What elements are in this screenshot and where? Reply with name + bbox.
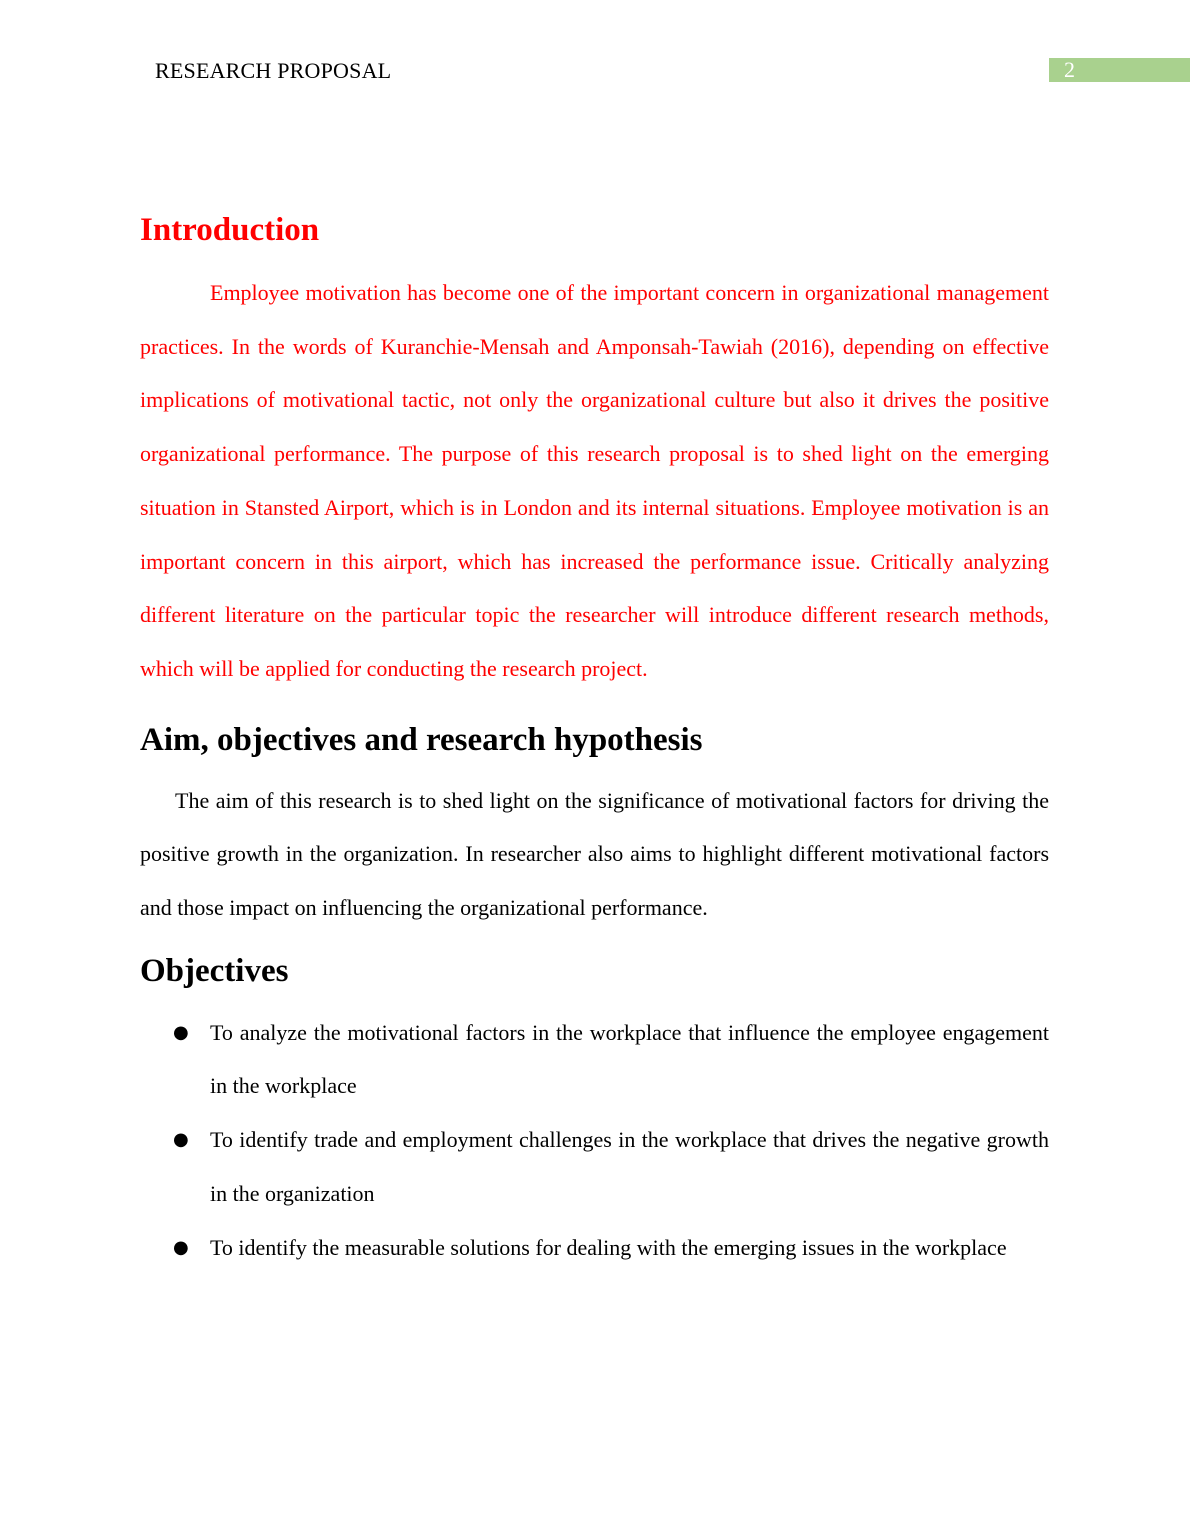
objective-text: To identify trade and employment challenges in the workplace that drives the negative growth in the organization (210, 1127, 1049, 1206)
objectives-heading: Objectives (140, 952, 289, 989)
objective-item (140, 1113, 1049, 1220)
objective-item (140, 1221, 1049, 1275)
running-header-title: RESEARCH PROPOSAL (155, 58, 392, 83)
page-number: 2 (1064, 57, 1075, 82)
objectives-list (140, 1006, 1049, 1275)
bullet-icon: ● (173, 1236, 189, 1258)
objective-text: To identify the measurable solutions for dealing with the emerging issues in the workplace (210, 1234, 1007, 1260)
objective-text: To analyze the motivational factors in the workplace that influence the employee engagement in the workplace (210, 1019, 1049, 1099)
bullet-icon: ● (173, 1129, 189, 1151)
bullet-icon: ● (173, 1021, 189, 1043)
aim-paragraph: The aim of this research is to shed light on the significance of motivational factors for driving the positive growth in the organization. In researcher also aims to highlight different motivational factors and those impact on influencing the organizational performance. (140, 787, 1049, 921)
document-body (140, 212, 1049, 1274)
page-number-badge (1049, 58, 1190, 82)
aim-heading: Aim, objectives and research hypothesis (140, 721, 703, 758)
objective-item (140, 1006, 1049, 1113)
introduction-paragraph: Employee motivation has become one of the important concern in organizational management practices. In the words of Kuranchie-Mensah and Amponsah-Tawiah (2016), depending on effective implications of motivational tactic, not only the organizational culture but also it drives the positive organizational performance. The purpose of this research proposal is to shed light on the emerging situation in Stansted Airport, which is in London and its internal situations. Employee motivation is an important concern in this airport, which has increased the performance issue. Critically analyzing different literature on the particular topic the researcher will introduce different research methods, which will be applied for conducting the research project. (140, 280, 1049, 681)
introduction-heading: Introduction (140, 212, 320, 248)
